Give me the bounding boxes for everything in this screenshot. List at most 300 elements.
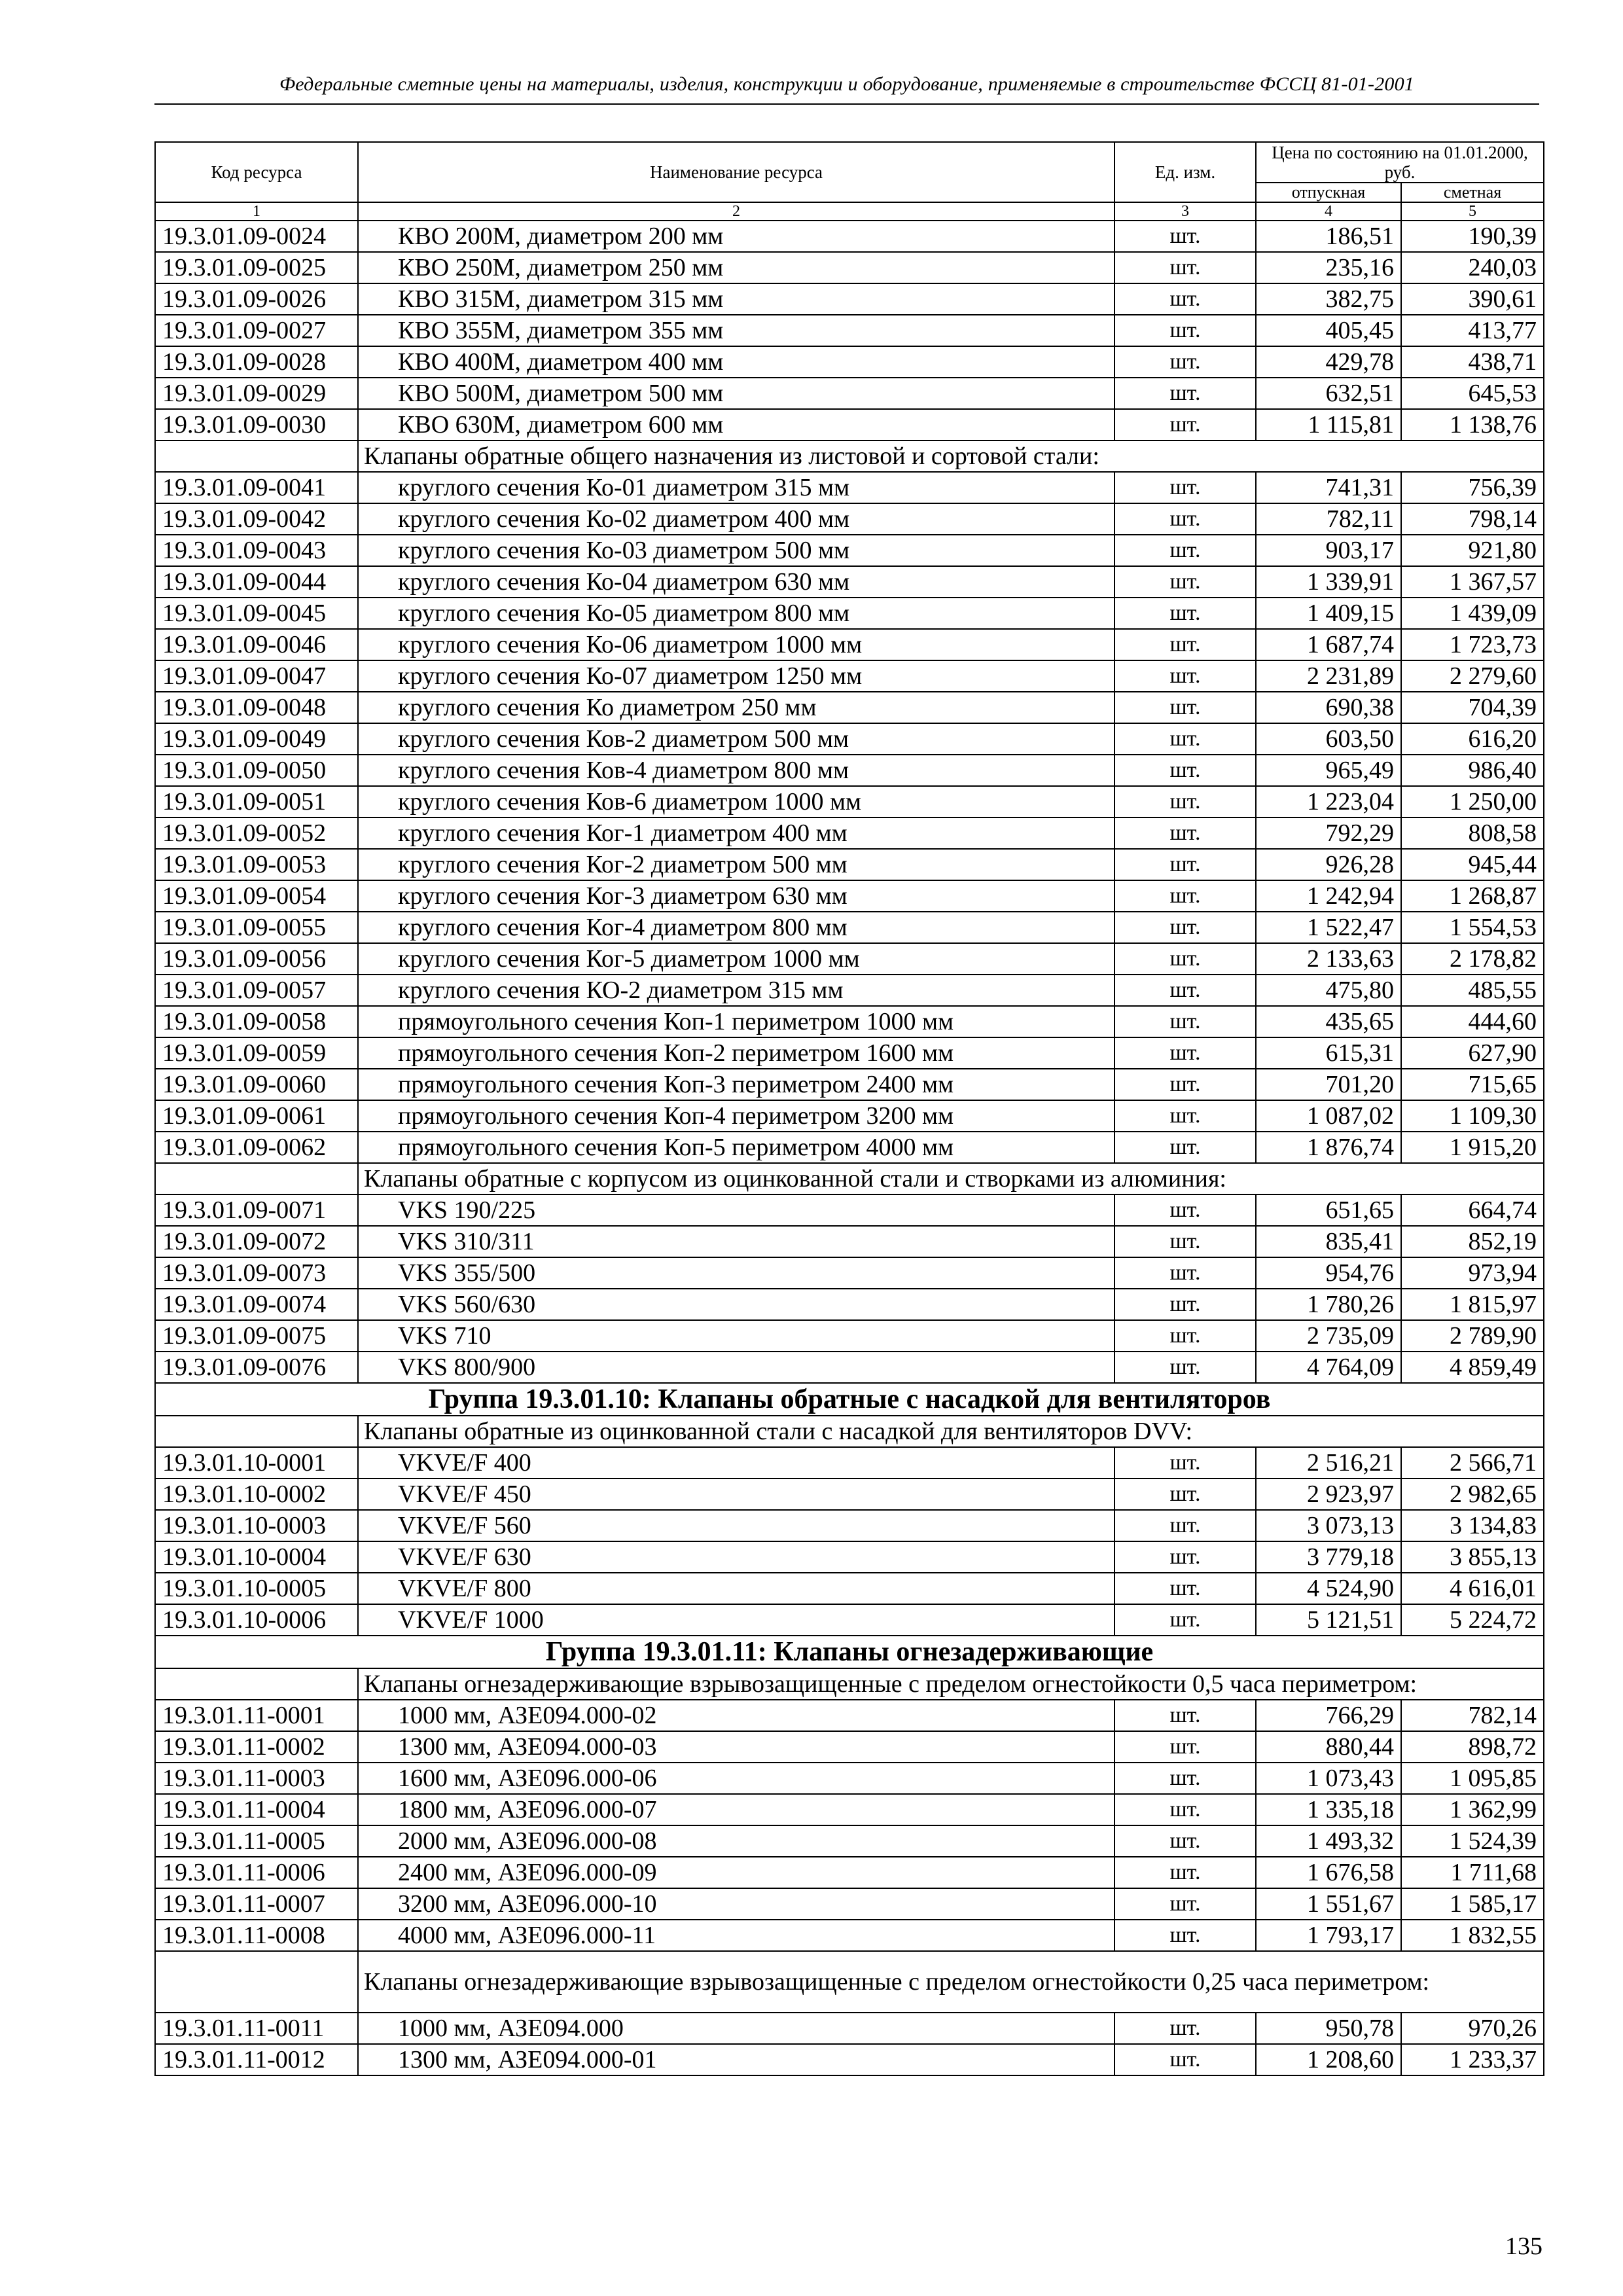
resource-name: 1000 мм, АЗЕ094.000-02 <box>358 1700 1115 1731</box>
unit-cell: шт. <box>1115 1100 1256 1132</box>
unit-cell: шт. <box>1115 283 1256 315</box>
resource-name: VKVE/F 1000 <box>358 1604 1115 1636</box>
release-price: 954,76 <box>1256 1257 1401 1289</box>
resource-code: 19.3.01.11-0003 <box>155 1763 358 1794</box>
estimate-price: 715,65 <box>1401 1069 1544 1100</box>
column-number: 3 <box>1115 202 1256 221</box>
resource-code: 19.3.01.09-0071 <box>155 1194 358 1226</box>
release-price: 2 923,97 <box>1256 1479 1401 1510</box>
unit-cell: шт. <box>1115 849 1256 880</box>
unit-cell: шт. <box>1115 1920 1256 1951</box>
estimate-price: 444,60 <box>1401 1006 1544 1037</box>
unit-cell: шт. <box>1115 786 1256 817</box>
resource-name: 3200 мм, АЗЕ096.000-10 <box>358 1888 1115 1920</box>
unit-cell: шт. <box>1115 1352 1256 1383</box>
header-estimate-price: сметная <box>1401 183 1544 202</box>
release-price: 1 409,15 <box>1256 598 1401 629</box>
empty-code-cell <box>155 440 358 472</box>
release-price: 741,31 <box>1256 472 1401 503</box>
subheading-text: Клапаны обратные с корпусом из оцинкованной стали и створками из алюминия: <box>358 1163 1544 1194</box>
unit-cell: шт. <box>1115 1037 1256 1069</box>
resource-name: круглого сечения Ков-2 диаметром 500 мм <box>358 723 1115 755</box>
estimate-price: 1 109,30 <box>1401 1100 1544 1132</box>
estimate-price: 2 789,90 <box>1401 1320 1544 1352</box>
unit-cell: шт. <box>1115 315 1256 346</box>
resource-code: 19.3.01.09-0053 <box>155 849 358 880</box>
resource-code: 19.3.01.09-0029 <box>155 378 358 409</box>
resource-code: 19.3.01.09-0049 <box>155 723 358 755</box>
unit-cell: шт. <box>1115 1132 1256 1163</box>
table-row <box>155 849 1544 880</box>
release-price: 5 121,51 <box>1256 1604 1401 1636</box>
release-price: 651,65 <box>1256 1194 1401 1226</box>
resource-code: 19.3.01.11-0008 <box>155 1920 358 1951</box>
table-row <box>155 1604 1544 1636</box>
estimate-price: 1 585,17 <box>1401 1888 1544 1920</box>
empty-code-cell <box>155 1416 358 1447</box>
release-price: 1 676,58 <box>1256 1857 1401 1888</box>
unit-cell: шт. <box>1115 1194 1256 1226</box>
empty-code-cell <box>155 1668 358 1700</box>
estimate-price: 2 279,60 <box>1401 660 1544 692</box>
running-header: Федеральные сметные цены на материалы, изделия, конструкции и оборудование, применяемые в строительстве ФССЦ 81-01-2001 <box>279 73 1415 95</box>
table-row <box>155 378 1544 409</box>
resource-name: круглого сечения Ко-07 диаметром 1250 мм <box>358 660 1115 692</box>
column-number: 1 <box>155 202 358 221</box>
subheading-row <box>155 1416 1544 1447</box>
estimate-price: 2 982,65 <box>1401 1479 1544 1510</box>
estimate-price: 1 711,68 <box>1401 1857 1544 1888</box>
unit-cell: шт. <box>1115 472 1256 503</box>
resource-code: 19.3.01.11-0006 <box>155 1857 358 1888</box>
table-row <box>155 1226 1544 1257</box>
resource-name: круглого сечения Ко-06 диаметром 1000 мм <box>358 629 1115 660</box>
table-row <box>155 943 1544 975</box>
resource-code: 19.3.01.09-0042 <box>155 503 358 535</box>
resource-code: 19.3.01.11-0002 <box>155 1731 358 1763</box>
table-row <box>155 409 1544 440</box>
header-release-price: отпускная <box>1256 183 1401 202</box>
unit-cell: шт. <box>1115 2013 1256 2044</box>
resource-code: 19.3.01.09-0044 <box>155 566 358 598</box>
resource-name: VKVE/F 400 <box>358 1447 1115 1479</box>
unit-cell: шт. <box>1115 1604 1256 1636</box>
release-price: 2 133,63 <box>1256 943 1401 975</box>
unit-cell: шт. <box>1115 378 1256 409</box>
resource-name: 1000 мм, АЗЕ094.000 <box>358 2013 1115 2044</box>
unit-cell: шт. <box>1115 1226 1256 1257</box>
resource-code: 19.3.01.09-0059 <box>155 1037 358 1069</box>
resource-code: 19.3.01.09-0052 <box>155 817 358 849</box>
estimate-price: 5 224,72 <box>1401 1604 1544 1636</box>
resource-name: круглого сечения Ков-6 диаметром 1000 мм <box>358 786 1115 817</box>
estimate-price: 798,14 <box>1401 503 1544 535</box>
unit-cell: шт. <box>1115 346 1256 378</box>
table-body <box>155 221 1544 2075</box>
subheading-row <box>155 1668 1544 1700</box>
table-row <box>155 1479 1544 1510</box>
estimate-price: 1 138,76 <box>1401 409 1544 440</box>
resource-code: 19.3.01.09-0043 <box>155 535 358 566</box>
unit-cell: шт. <box>1115 1257 1256 1289</box>
release-price: 880,44 <box>1256 1731 1401 1763</box>
unit-cell: шт. <box>1115 1541 1256 1573</box>
release-price: 3 073,13 <box>1256 1510 1401 1541</box>
resource-code: 19.3.01.09-0045 <box>155 598 358 629</box>
release-price: 3 779,18 <box>1256 1541 1401 1573</box>
subheading-text: Клапаны обратные из оцинкованной стали с насадкой для вентиляторов DVV: <box>358 1416 1544 1447</box>
table-row <box>155 315 1544 346</box>
unit-cell: шт. <box>1115 1320 1256 1352</box>
release-price: 2 735,09 <box>1256 1320 1401 1352</box>
group-heading-row <box>155 1636 1544 1668</box>
resource-code: 19.3.01.09-0055 <box>155 912 358 943</box>
release-price: 1 687,74 <box>1256 629 1401 660</box>
table-row <box>155 817 1544 849</box>
group-heading-row <box>155 1383 1544 1416</box>
table-row <box>155 1731 1544 1763</box>
table-row <box>155 252 1544 283</box>
release-price: 615,31 <box>1256 1037 1401 1069</box>
unit-cell: шт. <box>1115 975 1256 1006</box>
resource-name: VKS 710 <box>358 1320 1115 1352</box>
release-price: 4 524,90 <box>1256 1573 1401 1604</box>
resource-code: 19.3.01.09-0058 <box>155 1006 358 1037</box>
resource-code: 19.3.01.11-0005 <box>155 1825 358 1857</box>
table-row <box>155 1037 1544 1069</box>
table-row <box>155 1763 1544 1794</box>
resource-code: 19.3.01.10-0005 <box>155 1573 358 1604</box>
table-row <box>155 723 1544 755</box>
estimate-price: 1 524,39 <box>1401 1825 1544 1857</box>
release-price: 1 223,04 <box>1256 786 1401 817</box>
resource-name: круглого сечения Ко диаметром 250 мм <box>358 692 1115 723</box>
estimate-price: 390,61 <box>1401 283 1544 315</box>
table-row <box>155 1825 1544 1857</box>
estimate-price: 898,72 <box>1401 1731 1544 1763</box>
resource-name: круглого сечения Ког-5 диаметром 1000 мм <box>358 943 1115 975</box>
resource-name: прямоугольного сечения Коп-3 периметром 2400 мм <box>358 1069 1115 1100</box>
estimate-price: 945,44 <box>1401 849 1544 880</box>
table-row <box>155 598 1544 629</box>
unit-cell: шт. <box>1115 409 1256 440</box>
column-number: 2 <box>358 202 1115 221</box>
estimate-price: 4 616,01 <box>1401 1573 1544 1604</box>
release-price: 1 876,74 <box>1256 1132 1401 1163</box>
resource-name: VKVE/F 560 <box>358 1510 1115 1541</box>
unit-cell: шт. <box>1115 1289 1256 1320</box>
resource-name: КВО 200М, диаметром 200 мм <box>358 221 1115 252</box>
resource-name: VKVE/F 630 <box>358 1541 1115 1573</box>
resource-name: круглого сечения Ко-01 диаметром 315 мм <box>358 472 1115 503</box>
table-row <box>155 1700 1544 1731</box>
resource-name: круглого сечения Ко-05 диаметром 800 мм <box>358 598 1115 629</box>
column-number: 4 <box>1256 202 1401 221</box>
table-row <box>155 1132 1544 1163</box>
resource-code: 19.3.01.09-0060 <box>155 1069 358 1100</box>
estimate-price: 1 554,53 <box>1401 912 1544 943</box>
resource-code: 19.3.01.09-0025 <box>155 252 358 283</box>
table-row <box>155 566 1544 598</box>
release-price: 1 522,47 <box>1256 912 1401 943</box>
resource-name: КВО 355М, диаметром 355 мм <box>358 315 1115 346</box>
estimate-price: 3 134,83 <box>1401 1510 1544 1541</box>
resource-name: VKVE/F 800 <box>358 1573 1115 1604</box>
subheading-row <box>155 440 1544 472</box>
estimate-price: 986,40 <box>1401 755 1544 786</box>
release-price: 435,65 <box>1256 1006 1401 1037</box>
resource-code: 19.3.01.09-0072 <box>155 1226 358 1257</box>
resource-name: 1300 мм, АЗЕ094.000-03 <box>358 1731 1115 1763</box>
resource-code: 19.3.01.09-0057 <box>155 975 358 1006</box>
resource-code: 19.3.01.10-0004 <box>155 1541 358 1573</box>
group-heading: Группа 19.3.01.11: Клапаны огнезадерживающие <box>155 1636 1544 1668</box>
resource-code: 19.3.01.09-0061 <box>155 1100 358 1132</box>
resource-code: 19.3.01.11-0004 <box>155 1794 358 1825</box>
estimate-price: 616,20 <box>1401 723 1544 755</box>
release-price: 235,16 <box>1256 252 1401 283</box>
resource-code: 19.3.01.09-0062 <box>155 1132 358 1163</box>
estimate-price: 921,80 <box>1401 535 1544 566</box>
header-rule <box>154 103 1539 105</box>
table-row <box>155 786 1544 817</box>
resource-name: 1600 мм, АЗЕ096.000-06 <box>358 1763 1115 1794</box>
resource-code: 19.3.01.11-0007 <box>155 1888 358 1920</box>
release-price: 690,38 <box>1256 692 1401 723</box>
table-row <box>155 346 1544 378</box>
release-price: 405,45 <box>1256 315 1401 346</box>
subheading-text: Клапаны огнезадерживающие взрывозащищенные с пределом огнестойкости 0,5 часа периметром: <box>358 1668 1544 1700</box>
table-row <box>155 1006 1544 1037</box>
resource-code: 19.3.01.09-0030 <box>155 409 358 440</box>
resource-code: 19.3.01.09-0027 <box>155 315 358 346</box>
release-price: 2 516,21 <box>1256 1447 1401 1479</box>
release-price: 1 073,43 <box>1256 1763 1401 1794</box>
table-row <box>155 755 1544 786</box>
subheading-text: Клапаны огнезадерживающие взрывозащищенные с пределом огнестойкости 0,25 часа периметром: <box>358 1951 1544 2013</box>
resource-name: круглого сечения Ког-1 диаметром 400 мм <box>358 817 1115 849</box>
resource-name: КВО 315М, диаметром 315 мм <box>358 283 1115 315</box>
resource-code: 19.3.01.11-0012 <box>155 2044 358 2075</box>
estimate-price: 413,77 <box>1401 315 1544 346</box>
estimate-price: 1 832,55 <box>1401 1920 1544 1951</box>
subheading-row <box>155 1163 1544 1194</box>
release-price: 792,29 <box>1256 817 1401 849</box>
release-price: 1 335,18 <box>1256 1794 1401 1825</box>
estimate-price: 704,39 <box>1401 692 1544 723</box>
release-price: 1 115,81 <box>1256 409 1401 440</box>
resource-code: 19.3.01.11-0001 <box>155 1700 358 1731</box>
header-name: Наименование ресурса <box>358 142 1115 202</box>
table-row <box>155 1888 1544 1920</box>
release-price: 475,80 <box>1256 975 1401 1006</box>
table-row <box>155 629 1544 660</box>
table-row <box>155 1320 1544 1352</box>
column-number: 5 <box>1401 202 1544 221</box>
unit-cell: шт. <box>1115 660 1256 692</box>
unit-cell: шт. <box>1115 880 1256 912</box>
resource-code: 19.3.01.09-0024 <box>155 221 358 252</box>
unit-cell: шт. <box>1115 1763 1256 1794</box>
resource-code: 19.3.01.09-0076 <box>155 1352 358 1383</box>
table-row <box>155 1794 1544 1825</box>
estimate-price: 1 367,57 <box>1401 566 1544 598</box>
unit-cell: шт. <box>1115 723 1256 755</box>
estimate-price: 782,14 <box>1401 1700 1544 1731</box>
unit-cell: шт. <box>1115 1447 1256 1479</box>
release-price: 766,29 <box>1256 1700 1401 1731</box>
estimate-price: 970,26 <box>1401 2013 1544 2044</box>
release-price: 186,51 <box>1256 221 1401 252</box>
estimate-price: 4 859,49 <box>1401 1352 1544 1383</box>
table-row <box>155 1352 1544 1383</box>
estimate-price: 1 815,97 <box>1401 1289 1544 1320</box>
resource-code: 19.3.01.09-0026 <box>155 283 358 315</box>
empty-code-cell <box>155 1951 358 2013</box>
resource-code: 19.3.01.09-0046 <box>155 629 358 660</box>
unit-cell: шт. <box>1115 1510 1256 1541</box>
resource-code: 19.3.01.10-0002 <box>155 1479 358 1510</box>
estimate-price: 438,71 <box>1401 346 1544 378</box>
estimate-price: 485,55 <box>1401 975 1544 1006</box>
release-price: 1 793,17 <box>1256 1920 1401 1951</box>
resource-name: прямоугольного сечения Коп-5 периметром 4000 мм <box>358 1132 1115 1163</box>
estimate-price: 973,94 <box>1401 1257 1544 1289</box>
release-price: 701,20 <box>1256 1069 1401 1100</box>
resource-name: круглого сечения Ко-04 диаметром 630 мм <box>358 566 1115 598</box>
table-row <box>155 1920 1544 1951</box>
resource-code: 19.3.01.09-0075 <box>155 1320 358 1352</box>
table-row <box>155 1194 1544 1226</box>
unit-cell: шт. <box>1115 1794 1256 1825</box>
table-row <box>155 1069 1544 1100</box>
unit-cell: шт. <box>1115 755 1256 786</box>
resource-code: 19.3.01.10-0006 <box>155 1604 358 1636</box>
unit-cell: шт. <box>1115 566 1256 598</box>
estimate-price: 852,19 <box>1401 1226 1544 1257</box>
estimate-price: 1 233,37 <box>1401 2044 1544 2075</box>
release-price: 950,78 <box>1256 2013 1401 2044</box>
release-price: 965,49 <box>1256 755 1401 786</box>
table-row <box>155 912 1544 943</box>
table-row <box>155 1541 1544 1573</box>
release-price: 1 242,94 <box>1256 880 1401 912</box>
table-row <box>155 535 1544 566</box>
unit-cell: шт. <box>1115 2044 1256 2075</box>
resource-name: круглого сечения Ког-2 диаметром 500 мм <box>358 849 1115 880</box>
resource-code: 19.3.01.11-0011 <box>155 2013 358 2044</box>
table-row <box>155 1447 1544 1479</box>
table-row <box>155 1289 1544 1320</box>
table-row <box>155 1510 1544 1541</box>
table-header-row <box>155 142 1544 183</box>
release-price: 382,75 <box>1256 283 1401 315</box>
resource-code: 19.3.01.09-0028 <box>155 346 358 378</box>
table-row <box>155 2044 1544 2075</box>
resource-name: 1300 мм, АЗЕ094.000-01 <box>358 2044 1115 2075</box>
release-price: 1 493,32 <box>1256 1825 1401 1857</box>
resource-name: круглого сечения Ког-3 диаметром 630 мм <box>358 880 1115 912</box>
unit-cell: шт. <box>1115 535 1256 566</box>
unit-cell: шт. <box>1115 221 1256 252</box>
resource-name: круглого сечения Ког-4 диаметром 800 мм <box>358 912 1115 943</box>
resource-name: прямоугольного сечения Коп-1 периметром 1000 мм <box>358 1006 1115 1037</box>
empty-code-cell <box>155 1163 358 1194</box>
table-row <box>155 503 1544 535</box>
resource-name: 1800 мм, АЗЕ096.000-07 <box>358 1794 1115 1825</box>
resource-name: круглого сечения Ков-4 диаметром 800 мм <box>358 755 1115 786</box>
resource-name: КВО 500М, диаметром 500 мм <box>358 378 1115 409</box>
release-price: 2 231,89 <box>1256 660 1401 692</box>
estimate-price: 2 178,82 <box>1401 943 1544 975</box>
resource-code: 19.3.01.09-0073 <box>155 1257 358 1289</box>
release-price: 782,11 <box>1256 503 1401 535</box>
unit-cell: шт. <box>1115 598 1256 629</box>
unit-cell: шт. <box>1115 1825 1256 1857</box>
resource-code: 19.3.01.10-0001 <box>155 1447 358 1479</box>
estimate-price: 1 362,99 <box>1401 1794 1544 1825</box>
release-price: 603,50 <box>1256 723 1401 755</box>
resource-name: VKS 310/311 <box>358 1226 1115 1257</box>
table-row <box>155 472 1544 503</box>
release-price: 903,17 <box>1256 535 1401 566</box>
resource-name: КВО 630М, диаметром 600 мм <box>358 409 1115 440</box>
estimate-price: 664,74 <box>1401 1194 1544 1226</box>
subheading-text: Клапаны обратные общего назначения из листовой и сортовой стали: <box>358 440 1544 472</box>
header-code: Код ресурса <box>155 142 358 202</box>
column-number-row <box>155 202 1544 221</box>
resource-code: 19.3.01.10-0003 <box>155 1510 358 1541</box>
unit-cell: шт. <box>1115 1573 1256 1604</box>
resource-name: круглого сечения КО-2 диаметром 315 мм <box>358 975 1115 1006</box>
release-price: 926,28 <box>1256 849 1401 880</box>
resource-code: 19.3.01.09-0047 <box>155 660 358 692</box>
table-row <box>155 692 1544 723</box>
estimate-price: 1 095,85 <box>1401 1763 1544 1794</box>
unit-cell: шт. <box>1115 503 1256 535</box>
resource-name: VKVE/F 450 <box>358 1479 1115 1510</box>
table-row <box>155 660 1544 692</box>
unit-cell: шт. <box>1115 1069 1256 1100</box>
estimate-price: 1 250,00 <box>1401 786 1544 817</box>
table-row <box>155 1573 1544 1604</box>
resource-name: круглого сечения Ко-02 диаметром 400 мм <box>358 503 1115 535</box>
resource-name: прямоугольного сечения Коп-4 периметром 3200 мм <box>358 1100 1115 1132</box>
unit-cell: шт. <box>1115 1006 1256 1037</box>
resource-code: 19.3.01.09-0054 <box>155 880 358 912</box>
resource-code: 19.3.01.09-0074 <box>155 1289 358 1320</box>
resource-name: VKS 190/225 <box>358 1194 1115 1226</box>
estimate-price: 240,03 <box>1401 252 1544 283</box>
unit-cell: шт. <box>1115 252 1256 283</box>
estimate-price: 3 855,13 <box>1401 1541 1544 1573</box>
table-row <box>155 1100 1544 1132</box>
release-price: 1 780,26 <box>1256 1289 1401 1320</box>
header-price-group: Цена по состоянию на 01.01.2000, руб. <box>1256 142 1544 183</box>
release-price: 1 551,67 <box>1256 1888 1401 1920</box>
resource-name: VKS 560/630 <box>358 1289 1115 1320</box>
release-price: 632,51 <box>1256 378 1401 409</box>
resource-name: 2000 мм, АЗЕ096.000-08 <box>358 1825 1115 1857</box>
resource-code: 19.3.01.09-0056 <box>155 943 358 975</box>
unit-cell: шт. <box>1115 1857 1256 1888</box>
group-heading: Группа 19.3.01.10: Клапаны обратные с насадкой для вентиляторов <box>155 1383 1544 1416</box>
table-row <box>155 283 1544 315</box>
unit-cell: шт. <box>1115 1888 1256 1920</box>
release-price: 1 208,60 <box>1256 2044 1401 2075</box>
resource-name: КВО 400М, диаметром 400 мм <box>358 346 1115 378</box>
unit-cell: шт. <box>1115 943 1256 975</box>
